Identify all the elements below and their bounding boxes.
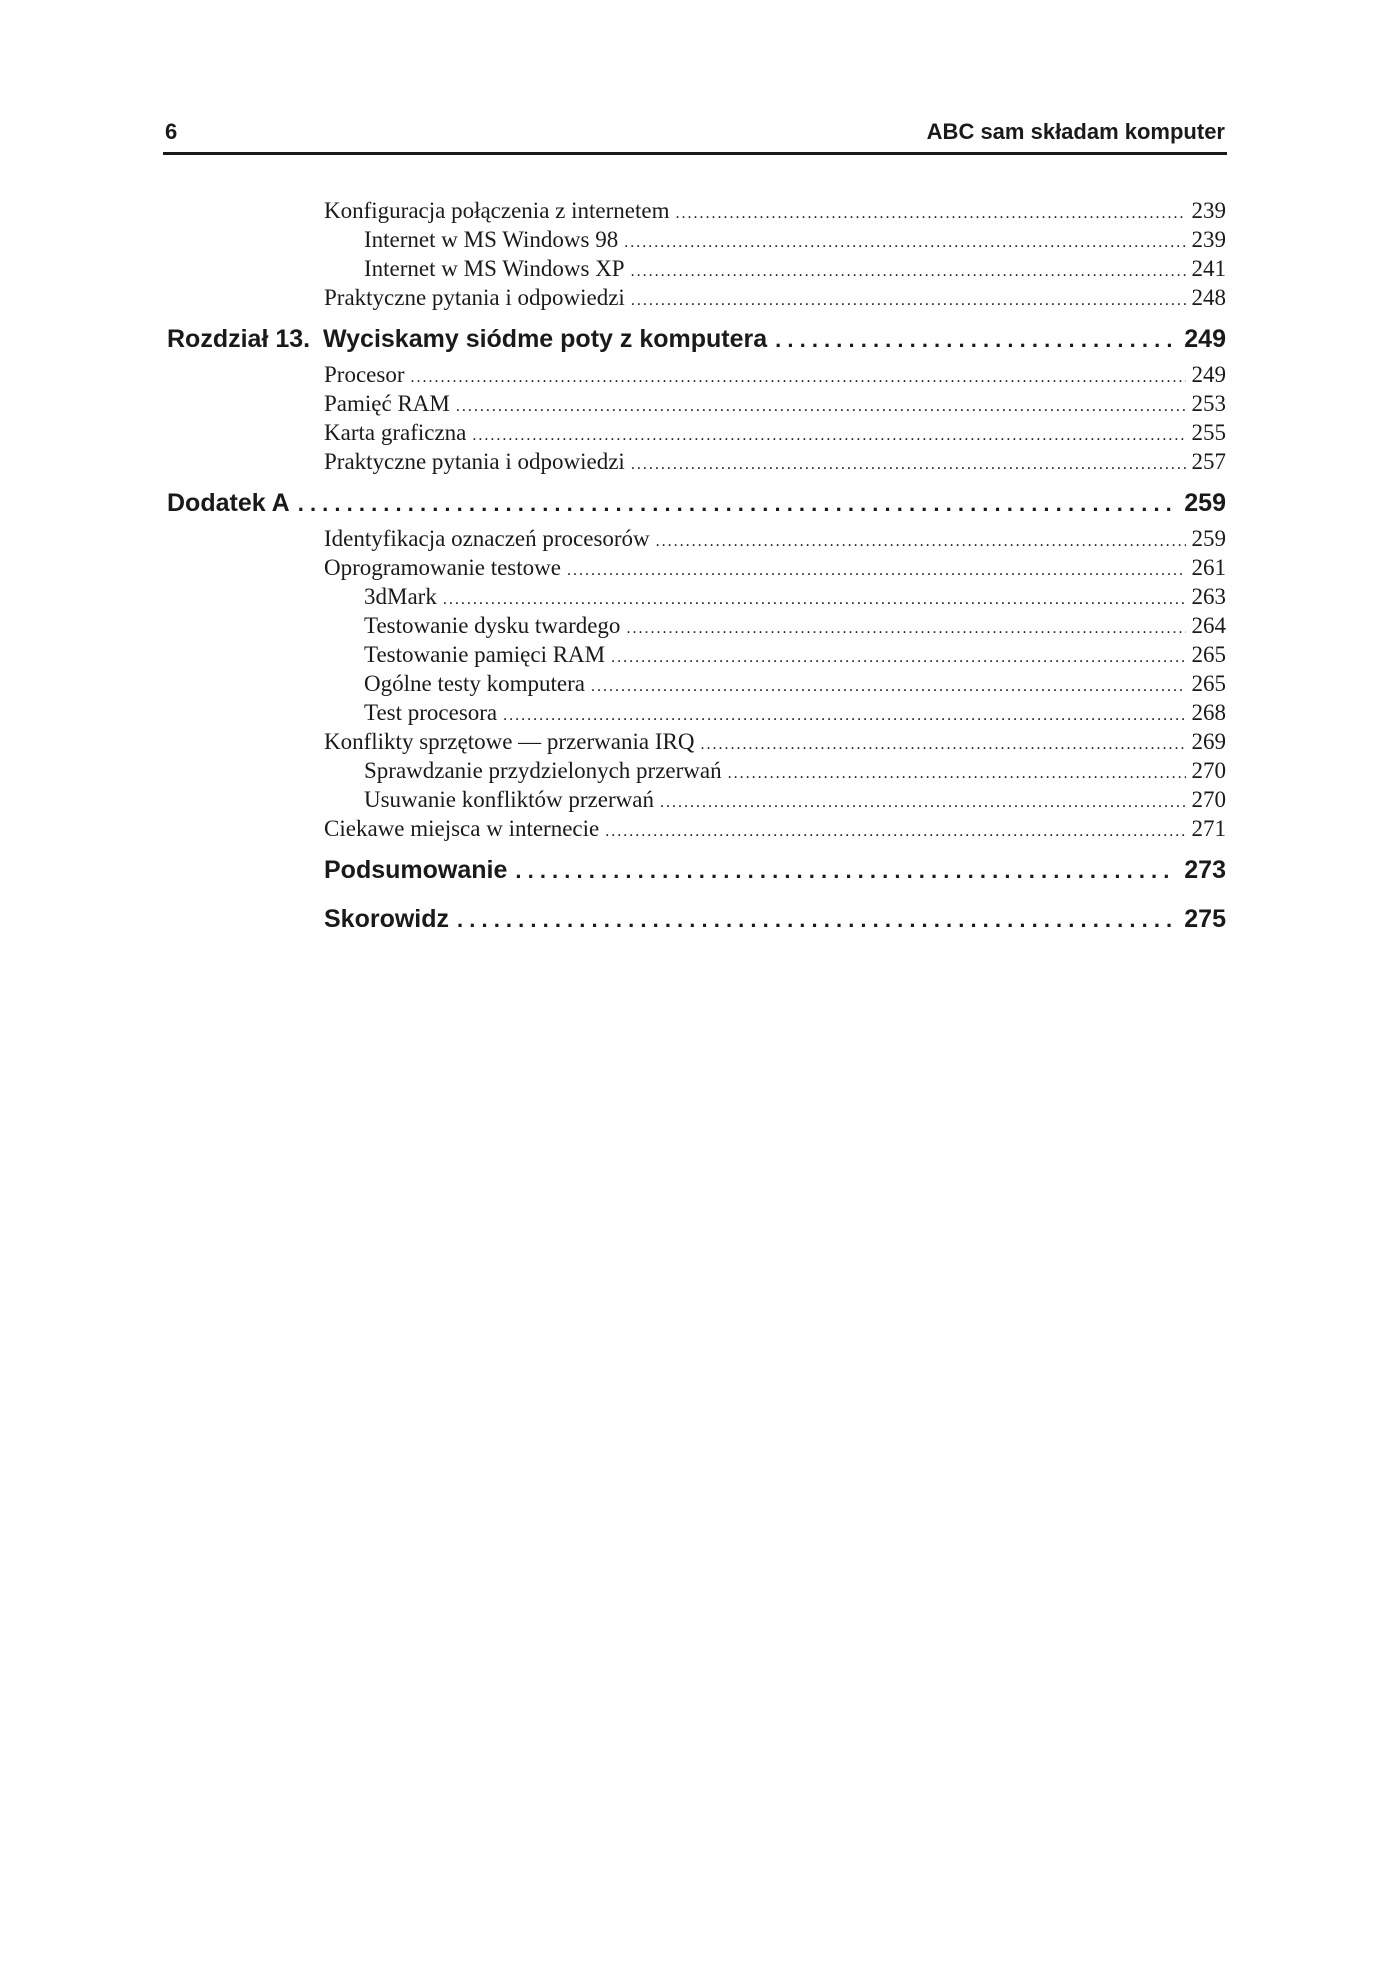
toc-dot-leader <box>660 787 1186 813</box>
toc-dot-leader <box>624 227 1185 253</box>
toc-entry[interactable] <box>324 198 1226 227</box>
toc-dot-leader <box>605 816 1185 842</box>
toc-entry-label: Oprogramowanie testowe <box>324 555 561 580</box>
toc-entry[interactable] <box>364 256 1226 285</box>
toc-chapter-title: Dodatek A <box>167 489 290 517</box>
toc-dot-leader <box>443 584 1186 610</box>
toc-entry-label: Pamięć RAM <box>324 391 450 416</box>
toc-entry-page: 255 <box>1191 420 1226 445</box>
toc-entry-label: Ciekawe miejsca w internecie <box>324 816 600 841</box>
toc-dot-leader <box>503 700 1185 726</box>
toc-entry[interactable] <box>324 816 1226 845</box>
header-page-number: 6 <box>165 119 178 144</box>
toc-dot-leader <box>611 642 1185 668</box>
toc-entry-page: 268 <box>1191 700 1226 725</box>
toc-dot-leader <box>567 555 1186 581</box>
toc-dot-leader <box>472 420 1185 446</box>
toc-dot-leader <box>656 526 1186 552</box>
toc-entry-page: 241 <box>1191 256 1226 281</box>
toc-chapter-number: Rozdział 13. <box>167 325 311 353</box>
toc-entry[interactable] <box>364 584 1226 613</box>
toc-entry[interactable] <box>324 526 1226 555</box>
toc-entry-label: Konfiguracja połączenia z internetem <box>324 198 670 223</box>
toc-entry[interactable] <box>364 642 1226 671</box>
toc-entry-label: Ogólne testy komputera <box>364 671 586 696</box>
toc-entry[interactable] <box>364 758 1226 787</box>
toc-entry[interactable] <box>364 700 1226 729</box>
toc-entry-page: 249 <box>1184 325 1226 353</box>
toc-entry[interactable] <box>364 671 1226 700</box>
toc-entry[interactable] <box>364 613 1226 642</box>
toc-dot-leader <box>298 489 1177 518</box>
toc-dot-leader <box>456 391 1186 417</box>
toc-entry-label: Internet w MS Windows 98 <box>364 227 619 252</box>
toc-entry-page: 270 <box>1191 758 1226 783</box>
toc-entry[interactable] <box>364 227 1226 256</box>
toc-entry-page: 253 <box>1191 391 1226 416</box>
toc-entry-label: Procesor <box>324 362 405 387</box>
toc-chapter-entry[interactable] <box>167 325 1226 359</box>
toc-entry-page: 265 <box>1191 642 1226 667</box>
toc-entry-label: Internet w MS Windows XP <box>364 256 625 281</box>
toc-entry-page: 239 <box>1191 198 1226 223</box>
toc-entry-page: 263 <box>1191 584 1226 609</box>
toc-entry[interactable] <box>324 555 1226 584</box>
toc-entry-page: 259 <box>1184 489 1226 517</box>
toc-entry-label: Karta graficzna <box>324 420 467 445</box>
toc-entry-page: 265 <box>1191 671 1226 696</box>
toc-dot-leader <box>515 856 1176 885</box>
toc-entry-label: Sprawdzanie przydzielonych przerwań <box>364 758 722 783</box>
running-header <box>163 116 1227 155</box>
toc-entry-label: Praktyczne pytania i odpowiedzi <box>324 285 625 310</box>
toc-entry-page: 270 <box>1191 787 1226 812</box>
toc-chapter-title: Wyciskamy siódme poty z komputera <box>323 325 768 353</box>
toc-section-entry[interactable] <box>324 905 1226 939</box>
toc-entry-label: Identyfikacja oznaczeń procesorów <box>324 526 650 551</box>
toc-dot-leader <box>631 449 1186 475</box>
toc-entry[interactable] <box>324 449 1226 478</box>
toc-entry-page: 248 <box>1191 285 1226 310</box>
toc-entry-page: 271 <box>1191 816 1226 841</box>
toc-dot-leader <box>591 671 1185 697</box>
toc-entry-page: 264 <box>1191 613 1226 638</box>
toc-entry-page: 273 <box>1184 856 1226 884</box>
toc-entry-page: 257 <box>1191 449 1226 474</box>
toc-dot-leader <box>700 729 1185 755</box>
toc-entry[interactable] <box>324 362 1226 391</box>
toc-entry-label: Praktyczne pytania i odpowiedzi <box>324 449 625 474</box>
toc-dot-leader <box>410 362 1185 388</box>
toc-dot-leader <box>457 905 1176 934</box>
toc-entry-label: Testowanie pamięci RAM <box>364 642 606 667</box>
toc-chapter-title: Skorowidz <box>324 905 450 933</box>
toc-dot-leader <box>675 198 1185 224</box>
toc-entry[interactable] <box>364 787 1226 816</box>
toc-dot-leader <box>631 256 1186 282</box>
toc-entry-page: 239 <box>1191 227 1226 252</box>
toc-entry-label: 3dMark <box>364 584 437 609</box>
toc-entry-label: Test procesora <box>364 700 498 725</box>
toc-entry[interactable] <box>324 391 1226 420</box>
toc-dot-leader <box>775 325 1176 354</box>
toc-dot-leader <box>631 285 1186 311</box>
toc-entry-page: 259 <box>1191 526 1226 551</box>
toc-entry-page: 275 <box>1184 905 1226 933</box>
toc-entry-page: 249 <box>1191 362 1226 387</box>
toc-dot-leader <box>728 758 1186 784</box>
toc-entry[interactable] <box>324 420 1226 449</box>
toc-appendix-entry[interactable] <box>167 489 1226 523</box>
toc-entry-label: Konflikty sprzętowe — przerwania IRQ <box>324 729 695 754</box>
toc-entry-label: Usuwanie konfliktów przerwań <box>364 787 654 812</box>
toc-entry-page: 261 <box>1191 555 1226 580</box>
toc-entry[interactable] <box>324 729 1226 758</box>
header-book-title: ABC sam składam komputer <box>926 119 1225 144</box>
toc-section-entry[interactable] <box>324 856 1226 890</box>
toc-entry-label: Testowanie dysku twardego <box>364 613 621 638</box>
toc-entry-page: 269 <box>1191 729 1226 754</box>
toc-chapter-title: Podsumowanie <box>324 856 508 884</box>
toc-dot-leader <box>626 613 1185 639</box>
toc-entry[interactable] <box>324 285 1226 314</box>
